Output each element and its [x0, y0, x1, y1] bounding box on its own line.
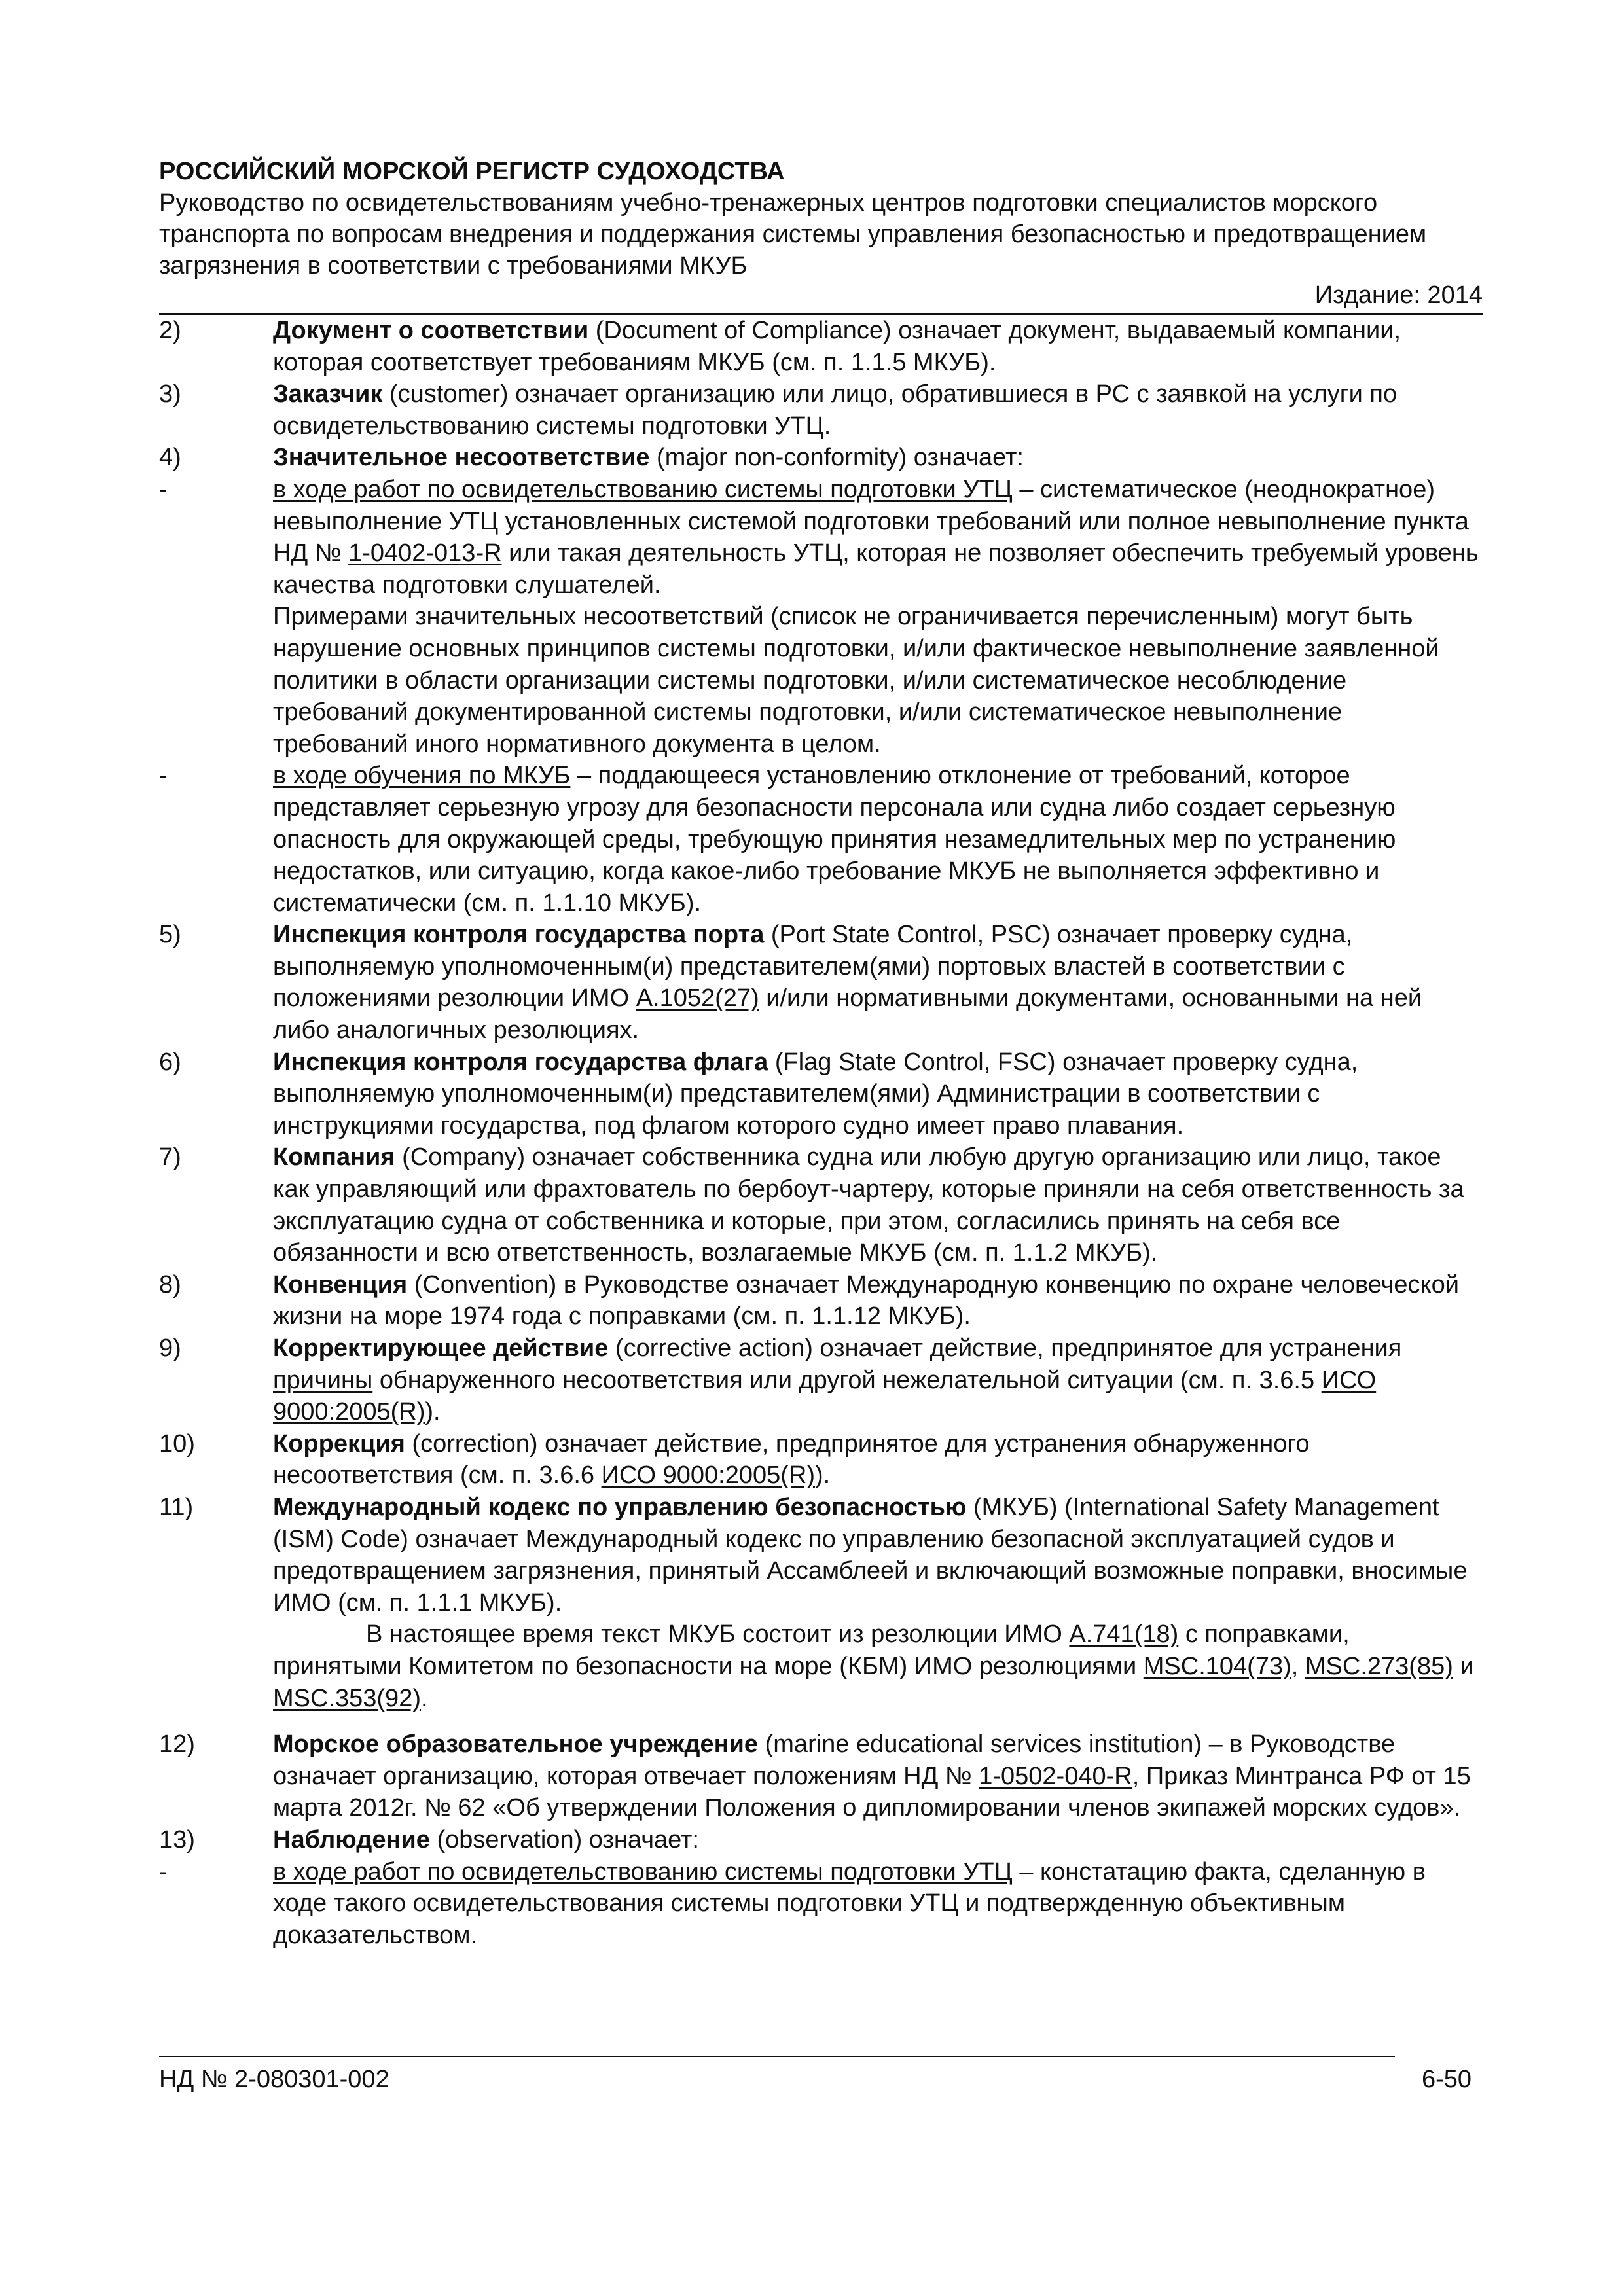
- definition: – поддающееся установлению отклонение от требований, которое представляет серьезную угрозу для безопасности персонала или судна либо создает серьезную опасность для окружающей среды, требующую принятия незамедлительных мер по устранению недостатков, или ситуацию, когда какое-либо требование МКУБ не выполняется эффективно и систематически (см. п. 1.1.10 МКУБ).: [273, 762, 1396, 917]
- definition: .: [420, 1684, 428, 1712]
- sub-item: [159, 474, 1483, 601]
- item-text: [273, 1141, 1483, 1268]
- ism-text-paragraph: [273, 1619, 1483, 1714]
- definition: В настоящее время текст МКУБ состоит из резолюции ИМО: [366, 1621, 1070, 1649]
- definition-item: [159, 1047, 1483, 1142]
- edition-label: Издание: 2014: [1314, 281, 1483, 309]
- context-lead: в ходе работ по освидетельствованию системы подготовки УТЦ: [273, 475, 1013, 503]
- definition: ).: [425, 1398, 441, 1426]
- item-text: [273, 1333, 1483, 1428]
- item-text: [273, 1428, 1483, 1492]
- item-text: [273, 1824, 1483, 1856]
- definition: ).: [815, 1462, 831, 1490]
- definition: ,: [1291, 1652, 1305, 1680]
- cause-link[interactable]: причины: [273, 1366, 373, 1394]
- item-number: 5): [159, 921, 181, 949]
- sub-item-text: [273, 1856, 1483, 1952]
- standard-link[interactable]: ИСО 9000:2005(R): [273, 1366, 1377, 1426]
- context-lead: в ходе обучения по МКУБ: [273, 762, 571, 790]
- definition-item: [159, 919, 1483, 1046]
- definition: (marine educational services institution) – в Руководстве означает организацию, которая отвечает положениям НД №: [273, 1731, 1396, 1790]
- sub-item-dash: -: [159, 762, 168, 790]
- document-header: [159, 156, 1483, 281]
- item-number: 2): [159, 317, 181, 344]
- definition: (observation) означает:: [429, 1825, 699, 1854]
- sub-item-dash: -: [159, 475, 168, 503]
- standard-link[interactable]: ИСО 9000:2005(R): [601, 1462, 816, 1490]
- definition: (Flag State Control, FSC) означает проверку судна, выполняемую уполномоченным(и) представителем(ями) Администрации в соответствии с инструкциями государства, под флагом которого судно имеет право плавания.: [273, 1048, 1358, 1139]
- definition: и: [1453, 1652, 1474, 1680]
- definition: (Port State Control, PSC) означает проверку судна, выполняемую уполномоченным(и) представителем(ями) портовых властей в соответствии с положениями резолюции ИМО: [273, 921, 1353, 1013]
- term: Международный кодекс по управлению безопасностью: [273, 1493, 967, 1521]
- term: Инспекция контроля государства флага: [273, 1048, 768, 1076]
- item-number: 8): [159, 1270, 181, 1299]
- definition-item: [159, 378, 1483, 442]
- definition: (major non-conformity) означает:: [649, 444, 1024, 472]
- sub-item-text: [273, 474, 1483, 601]
- definition: (Document of Compliance) означает документ, выдаваемый компании, которая соответствует требованиям МКУБ (см. п. 1.1.5 МКУБ).: [273, 317, 1401, 376]
- definition: (МКУБ) (International Safety Management (ISM) Code) означает Международный кодекс по управлению безопасной эксплуатацией судов и предотвращением загрязнения, принятый Ассамблеей и включающий возможные поправки, вносимые ИМО (см. п. 1.1.1 МКУБ).: [273, 1493, 1468, 1617]
- definition-item: [159, 1492, 1483, 1619]
- definition: (correction) означает действие, предпринятое для устранения обнаруженного несоответствия (см. п. 3.6.6: [273, 1429, 1310, 1490]
- term: Компания: [273, 1143, 395, 1172]
- resolution-link[interactable]: MSC.273(85): [1305, 1652, 1453, 1680]
- item-number: 12): [159, 1731, 195, 1759]
- document-number: НД № 2-080301-002: [159, 2066, 389, 2093]
- item-text: [273, 919, 1483, 1046]
- definition: с поправками, принятыми Комитетом по безопасности на море (КБМ) ИМО резолюциями: [273, 1621, 1350, 1680]
- context-lead: в ходе работ по освидетельствованию системы подготовки УТЦ: [273, 1857, 1013, 1886]
- resolution-link[interactable]: MSC.353(92): [273, 1684, 421, 1712]
- definition-item: [159, 315, 1483, 378]
- definition: (Company) означает собственника судна или любую другую организацию или лицо, такое как управляющий или фрахтователь по бербоут-чартеру, которые приняли на себя ответственность за эксплуатацию судна от собственника и которые, при этом, согласились принять на себя все обязанности и всю ответственность, возлагаемые МКУБ (см. п. 1.1.2 МКУБ).: [273, 1143, 1464, 1267]
- footer-rule: [159, 2056, 1395, 2057]
- document-title: Руководство по освидетельствованиям учебно-тренажерных центров подготовки специалистов морского транспорта по вопросам внедрения и поддержания системы управления безопасностью и предотвращением загрязнения в соответствии с требованиями МКУБ: [159, 189, 1427, 279]
- resolution-link[interactable]: A.1052(27): [636, 984, 759, 1013]
- item-text: [273, 1492, 1483, 1619]
- item-text: [273, 378, 1483, 442]
- term: Значительное несоответствие: [273, 444, 650, 472]
- definition-item: [159, 1269, 1483, 1333]
- definition: или такая деятельность УТЦ, которая не позволяет обеспечить требуемый уровень качества подготовки слушателей.: [273, 539, 1479, 599]
- definition: – констатацию факта, сделанную в ходе такого освидетельствования системы подготовки УТЦ и подтвержденную объективным доказательством.: [273, 1857, 1426, 1949]
- term: Документ о соответствии: [273, 317, 589, 344]
- item-number: 9): [159, 1335, 181, 1362]
- definition-item: [159, 1428, 1483, 1492]
- definition: (Convention) в Руководстве означает Международную конвенцию по охране человеческой жизни на море 1974 года с поправками (см. п. 1.1.12 МКУБ).: [273, 1270, 1459, 1331]
- item-text: [273, 442, 1483, 474]
- page-number: 6-50: [1421, 2066, 1471, 2093]
- definition: (customer) означает организацию или лицо, обратившиеся в РС с заявкой на услуги по освидетельствованию системы подготовки УТЦ.: [273, 380, 1398, 440]
- definition: – систематическое (неоднократное) невыполнение УТЦ установленных системой подготовки требований или полное невыполнение пункта НД №: [273, 475, 1469, 567]
- definition-item: [159, 442, 1483, 474]
- term: Заказчик: [273, 380, 383, 408]
- definition-item: [159, 1729, 1483, 1824]
- item-number: 3): [159, 380, 181, 408]
- example-paragraph: Примерами значительных несоответствий (список не ограничивается перечисленным) могут быть нарушение основных принципов системы подготовки, и/или фактическое невыполнение заявленной политики в области организации системы подготовки, и/или систематическое несоблюдение требований документированной системы подготовки, и/или систематическое невыполнение требований иного нормативного документа в целом.: [273, 603, 1439, 758]
- term: Инспекция контроля государства порта: [273, 921, 765, 949]
- resolution-link[interactable]: MSC.104(73): [1143, 1652, 1291, 1680]
- term: Наблюдение: [273, 1825, 430, 1854]
- definition-item: [159, 1333, 1483, 1428]
- item-text: [273, 1047, 1483, 1142]
- item-text: [273, 1729, 1483, 1824]
- item-paragraph: [159, 1619, 1483, 1714]
- term: Коррекция: [273, 1429, 405, 1458]
- definition-item: [159, 1141, 1483, 1268]
- resolution-link[interactable]: A.741(18): [1069, 1621, 1179, 1649]
- item-number: 7): [159, 1143, 181, 1172]
- term: Морское образовательное учреждение: [273, 1731, 759, 1759]
- definition: и/или нормативными документами, основанными на ней либо аналогичных резолюциях.: [273, 984, 1422, 1045]
- item-number: 11): [159, 1493, 194, 1521]
- item-number: 6): [159, 1048, 181, 1076]
- item-number: 10): [159, 1429, 195, 1458]
- item-text: [273, 315, 1483, 378]
- organization-name: РОССИЙСКИЙ МОРСКОЙ РЕГИСТР СУДОХОДСТВА: [159, 158, 785, 185]
- document-reference-link[interactable]: 1-0402-013-R: [348, 539, 502, 567]
- definition: , Приказ Минтранса РФ от 15 марта 2012г. № 62 «Об утверждении Положения о дипломировании членов экипажей морских судов».: [273, 1762, 1471, 1822]
- term: Корректирующее действие: [273, 1335, 609, 1362]
- sub-item: [159, 760, 1483, 919]
- definition: обнаруженного несоответствия или другой нежелательной ситуации (см. п. 3.6.5: [372, 1366, 1322, 1394]
- sub-item-dash: -: [159, 1857, 168, 1886]
- sub-item-text: [273, 760, 1483, 919]
- item-number: 13): [159, 1825, 195, 1854]
- document-reference-link[interactable]: 1-0502-040-R: [979, 1762, 1132, 1790]
- definition-item: [159, 1824, 1483, 1856]
- definitions-list: [159, 315, 1483, 1951]
- term: Конвенция: [273, 1270, 408, 1299]
- definition: (corrective action) означает действие, предпринятое для устранения: [608, 1335, 1402, 1362]
- item-number: 4): [159, 444, 181, 472]
- sub-item-paragraph: [159, 601, 1483, 760]
- sub-item: [159, 1856, 1483, 1952]
- item-text: [273, 1269, 1483, 1333]
